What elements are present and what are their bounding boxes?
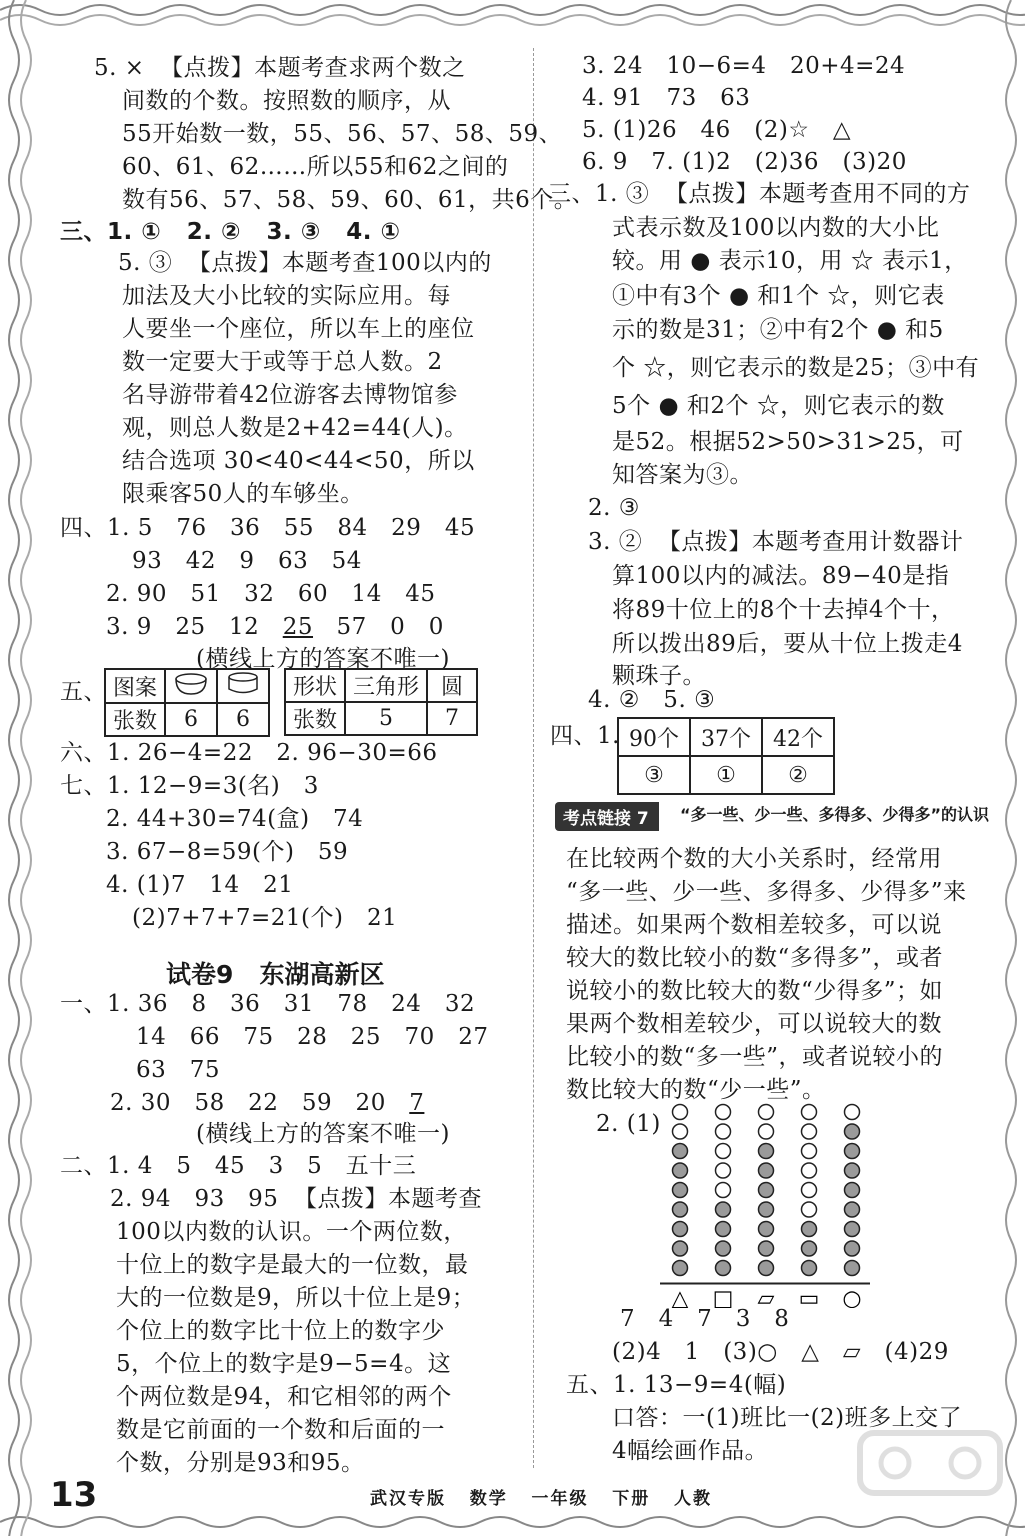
page-number: 13 <box>50 1475 98 1515</box>
section-five-label: 五、 <box>60 679 107 705</box>
right-line-8: ①中有3个 ● 和1个 ☆，则它表 <box>612 283 945 309</box>
bead-2-6 <box>716 1202 731 1217</box>
bead-2-2 <box>716 1124 731 1139</box>
right-q2-answers: (2)4 1 (3)○ △ ▱ (4)29 <box>612 1339 949 1365</box>
line-18-underlined: 25 <box>282 614 314 640</box>
left-line-1: 5. × 【点拨】本题考查求两个数之 <box>94 55 466 81</box>
right-line-2: 4. 91 73 63 <box>582 85 751 111</box>
watermark-logo <box>850 1425 1010 1515</box>
left-line-33: 100以内数的认识。一个两位数， <box>116 1219 467 1245</box>
right-line-11: 5个 ● 和2个 ☆，则它表示的数 <box>612 393 945 419</box>
left-line-34: 十位上的数字是最大的一位数，最 <box>116 1252 469 1278</box>
left-line-9: 人要坐一个座位，所以车上的座位 <box>122 316 475 342</box>
right-line-9: 示的数是31；②中有2个 ● 和5 <box>612 317 944 343</box>
bead-3-9 <box>759 1261 774 1276</box>
left-line-23: 3. 67−8=59(个) 59 <box>106 839 349 865</box>
bead-5-9 <box>845 1261 860 1276</box>
right-line-18: 所以拨出89后，要从十位上拨走4 <box>612 631 963 657</box>
left-line-32: 2. 94 93 95 【点拨】本题考查 <box>110 1186 483 1212</box>
left-line-8: 加法及大小比较的实际应用。每 <box>122 283 451 309</box>
right-para-1: 在比较两个数的大小关系时，经常用 <box>566 846 942 872</box>
left-line-17: 2. 90 51 32 60 14 45 <box>106 581 436 607</box>
bead-1-5 <box>673 1183 688 1198</box>
left-line-25: (2)7+7+7=21(个) 21 <box>132 905 398 931</box>
bead-5-5 <box>845 1183 860 1198</box>
left-line-18 <box>106 611 444 643</box>
right-q5: 五、1. 13−9=4(幅) <box>566 1372 787 1398</box>
wavy-border-top <box>0 0 1025 42</box>
left-line-30: (横线上方的答案不唯一) <box>196 1121 450 1147</box>
left-line-27: 14 66 75 28 25 70 27 <box>136 1024 489 1050</box>
bead-5-7 <box>845 1222 860 1237</box>
section-title: 试卷9 东湖高新区 <box>166 960 385 989</box>
answer-header-2: 37个 <box>690 718 762 756</box>
left-line-7: 5. ③ 【点拨】本题考查100以内的 <box>118 250 492 276</box>
shape-count-2: 7 <box>427 702 477 735</box>
left-line-35: 大的一位数是9，所以十位上是9； <box>116 1285 476 1311</box>
bead-4-1 <box>802 1105 817 1120</box>
line-29-underlined: 7 <box>409 1090 425 1116</box>
bead-5-8 <box>845 1241 860 1256</box>
bead-5-6 <box>845 1202 860 1217</box>
bowl-shape-icon <box>165 669 217 703</box>
answer-header-1: 90个 <box>618 718 690 756</box>
left-line-26: 一、1. 36 8 36 31 78 24 32 <box>60 991 476 1017</box>
right-line-5: 三、1. ③ 【点拨】本题考查用不同的方 <box>548 181 971 207</box>
bead-1-2 <box>673 1124 688 1139</box>
shape-count-header: 张数 <box>285 702 345 735</box>
right-para-6: 果两个数相差较少，可以说较大的数 <box>566 1011 942 1037</box>
bead-2-1 <box>716 1105 731 1120</box>
left-line-20: 六、1. 26−4=22 2. 96−30=66 <box>60 740 438 766</box>
left-line-22: 2. 44+30=74(盒) 74 <box>106 806 364 832</box>
right-line-17: 将89十位上的8个十去掉4个十， <box>612 597 955 623</box>
left-line-21: 七、1. 12−9=3(名) 3 <box>60 773 319 799</box>
right-para-8: 数比较大的数“少一些”。 <box>566 1077 826 1103</box>
left-line-24: 4. (1)7 14 21 <box>106 872 294 898</box>
bead-4-8 <box>802 1241 817 1256</box>
right-line-10: 个 ☆，则它表示的数是25；③中有 <box>612 355 980 381</box>
bead-5-4 <box>845 1163 860 1178</box>
pattern-count-1: 6 <box>165 703 217 736</box>
bead-2-9 <box>716 1261 731 1276</box>
bead-1-4 <box>673 1163 688 1178</box>
bead-4-9 <box>802 1261 817 1276</box>
bead-5-3 <box>845 1144 860 1159</box>
shape-count-1: 5 <box>345 702 427 735</box>
bead-2-7 <box>716 1222 731 1237</box>
bead-4-4 <box>802 1163 817 1178</box>
bead-3-5 <box>759 1183 774 1198</box>
bead-4-3 <box>802 1144 817 1159</box>
bead-4-7 <box>802 1222 817 1237</box>
left-line-36: 个位上的数字比十位上的数字少 <box>116 1318 445 1344</box>
pattern-table <box>104 668 270 737</box>
left-line-13: 结合选项 30<40<44<50，所以 <box>122 448 475 474</box>
pattern-count-header: 张数 <box>105 703 165 736</box>
right-line-1: 3. 24 10−6=4 20+4=24 <box>582 53 906 79</box>
bead-4-2 <box>802 1124 817 1139</box>
cylinder-shape-icon <box>217 669 269 703</box>
right-para-4: 较大的数比较小的数“多得多”，或者 <box>566 945 944 971</box>
left-line-3: 55开始数一数，55、56、57、58、59、 <box>122 121 563 147</box>
left-line-4: 60、61、62……所以55和62之间的 <box>122 154 509 180</box>
bead-3-4 <box>759 1163 774 1178</box>
left-line-14: 限乘客50人的车够坐。 <box>122 481 364 507</box>
shape-circle: 圆 <box>427 669 477 702</box>
wavy-border-left <box>0 0 40 1536</box>
right-line-12: 是52。根据52>50>31>25，可 <box>612 429 964 455</box>
right-q2-label: 2. (1) <box>596 1111 661 1137</box>
bead-3-8 <box>759 1241 774 1256</box>
answer-value-2: ① <box>690 756 762 794</box>
bead-3-2 <box>759 1124 774 1139</box>
bead-2-5 <box>716 1183 731 1198</box>
column-divider <box>533 48 534 1468</box>
left-line-19: (横线上方的答案不唯一) <box>196 646 450 672</box>
right-para-5: 说较小的数比较大的数“少得多”；如 <box>566 978 944 1004</box>
footer-text: 武汉专版 数学 一年级 下册 人教 <box>370 1489 713 1509</box>
left-line-15: 四、1. 5 76 36 55 84 29 45 <box>60 515 476 541</box>
pattern-header: 图案 <box>105 669 165 703</box>
left-line-16: 93 42 9 63 54 <box>132 548 362 574</box>
bead-1-9 <box>673 1261 688 1276</box>
right-line-16: 算100以内的减法。89−40是指 <box>612 563 950 589</box>
right-counts: 7 4 7 3 8 <box>620 1306 790 1332</box>
bead-2-4 <box>716 1163 731 1178</box>
bead-column-shape-5: ○ <box>842 1286 862 1308</box>
bead-3-1 <box>759 1105 774 1120</box>
bead-1-7 <box>673 1222 688 1237</box>
shape-header: 形状 <box>285 669 345 702</box>
bead-3-7 <box>759 1222 774 1237</box>
left-line-11: 名导游带着42位游客去博物馆参 <box>122 382 458 408</box>
bead-1-8 <box>673 1241 688 1256</box>
section-four-label: 四、1. <box>550 723 620 749</box>
left-line-37: 5，个位上的数字是9−5=4。这 <box>116 1351 452 1377</box>
right-line-14: 2. ③ <box>588 495 640 521</box>
bead-column-shape-4: ▭ <box>798 1286 820 1308</box>
bead-1-3 <box>673 1144 688 1159</box>
right-para-2: “多一些、少一些、多得多、少得多”来 <box>566 879 967 905</box>
left-line-2: 间数的个数。按照数的顺序，从 <box>122 88 451 114</box>
answer-value-1: ③ <box>618 756 690 794</box>
bead-3-6 <box>759 1202 774 1217</box>
right-line-15: 3. ② 【点拨】本题考查用计数器计 <box>588 529 964 555</box>
topic-link-title: “多一些、少一些、多得多、少得多”的认识 <box>680 805 990 824</box>
right-q5-answer-1: 口答：一(1)班比一(2)班多上交了 <box>612 1405 963 1431</box>
right-line-3: 5. (1)26 46 (2)☆ △ <box>582 117 852 143</box>
right-line-6: 式表示数及100以内数的大小比 <box>612 215 940 241</box>
left-line-10: 数一定要大于或等于总人数。2 <box>122 349 443 375</box>
left-line-31: 二、1. 4 5 45 3 5 五十三 <box>60 1153 417 1179</box>
bead-1-6 <box>673 1202 688 1217</box>
right-line-20: 4. ② 5. ③ <box>588 687 716 713</box>
left-line-5: 数有56、57、58、59、60、61，共6个。 <box>122 187 578 213</box>
answer-header-3: 42个 <box>762 718 834 756</box>
bead-2-8 <box>716 1241 731 1256</box>
right-para-7: 比较小的数“多一些”，或者说较小的 <box>566 1044 944 1070</box>
left-line-29 <box>110 1087 424 1119</box>
line-18-part-b: 57 0 0 <box>313 614 444 640</box>
right-line-19: 颗珠子。 <box>612 663 706 689</box>
bead-1-1 <box>673 1105 688 1120</box>
bead-3-3 <box>759 1144 774 1159</box>
left-line-6: 三、1. ① 2. ② 3. ③ 4. ① <box>60 219 401 245</box>
line-29-part-a: 2. 30 58 22 59 20 <box>110 1090 410 1116</box>
left-line-39: 数是它前面的一个数和后面的一 <box>116 1417 445 1443</box>
bead-5-1 <box>845 1105 860 1120</box>
bead-5-2 <box>845 1124 860 1139</box>
bead-4-6 <box>802 1202 817 1217</box>
line-18-part-a: 3. 9 25 12 <box>106 614 283 640</box>
wavy-border-right <box>995 0 1025 1536</box>
shape-triangle: 三角形 <box>345 669 427 702</box>
bead-column-shape-3: ▱ <box>757 1286 775 1308</box>
left-line-40: 个数，分别是93和95。 <box>116 1450 365 1476</box>
bead-2-3 <box>716 1144 731 1159</box>
bead-columns-chart <box>660 1098 880 1308</box>
left-line-38: 个两位数是94，和它相邻的两个 <box>116 1384 452 1410</box>
right-para-3: 描述。如果两个数相差较多，可以说 <box>566 912 942 938</box>
topic-link-badge: 考点链接 7 <box>555 802 659 831</box>
right-q5-answer-2: 4幅绘画作品。 <box>612 1438 769 1464</box>
right-line-7: 较。用 ● 表示10，用 ☆ 表示1， <box>612 248 968 274</box>
pattern-count-2: 6 <box>217 703 269 736</box>
answer-value-3: ② <box>762 756 834 794</box>
shape-table <box>284 668 478 736</box>
bead-column-shape-2: □ <box>712 1286 734 1308</box>
right-line-4: 6. 9 7. (1)2 (2)36 (3)20 <box>582 149 907 175</box>
left-line-12: 观，则总人数是2+42=44(人)。 <box>122 415 468 441</box>
right-line-13: 知答案为③。 <box>612 462 753 488</box>
bead-column-shape-1: △ <box>671 1286 689 1308</box>
answer-table <box>617 717 835 795</box>
left-line-28: 63 75 <box>136 1057 220 1083</box>
bead-4-5 <box>802 1183 817 1198</box>
